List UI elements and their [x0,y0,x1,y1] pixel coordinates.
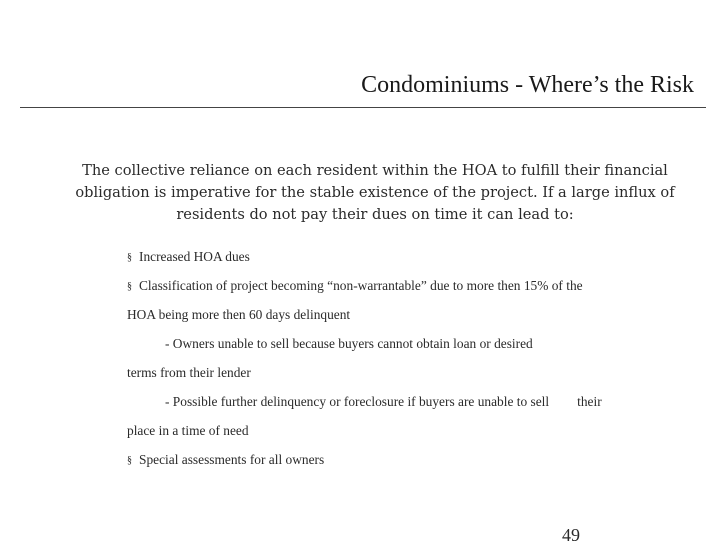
sub-item-delinquency [127,391,687,420]
title-divider [20,107,706,108]
bullet-text: Classification of project becoming “non-warrantable” due to more then 15% of the [139,278,583,293]
bullet-icon: § [127,252,132,263]
bullet-classification [127,275,687,304]
bullet-classification-continued: HOA being more then 60 days delinquent [127,307,351,322]
bullet-icon: § [127,455,132,466]
sub-item-text: - Possible further delinquency or foreclosure if buyers are unable to sell [165,394,550,409]
bullet-special-assessments [127,449,687,478]
bullet-icon: § [127,281,132,292]
sub-item-owners-continued: terms from their lender [127,365,251,380]
sub-item-delinquency-continued: place in a time of need [127,423,249,438]
sub-item-owners: - Owners unable to sell because buyers cannot obtain loan or desired [165,336,533,351]
bullet-text: Special assessments for all owners [139,452,325,467]
sub-item-text-tail: their [577,394,602,409]
bullet-increased-dues [127,246,687,275]
bullet-list [127,246,687,478]
intro-paragraph: The collective reliance on each resident within the HOA to fulfill their financial obligation is imperative for the stable existence of the project. If a large influx of residents do not pay their dues on time it can lead to: [75,162,675,223]
bullet-text: Increased HOA dues [139,249,250,264]
slide-title: Condominiums - Where’s the Risk [361,72,694,98]
page-number: 49 [562,525,580,545]
